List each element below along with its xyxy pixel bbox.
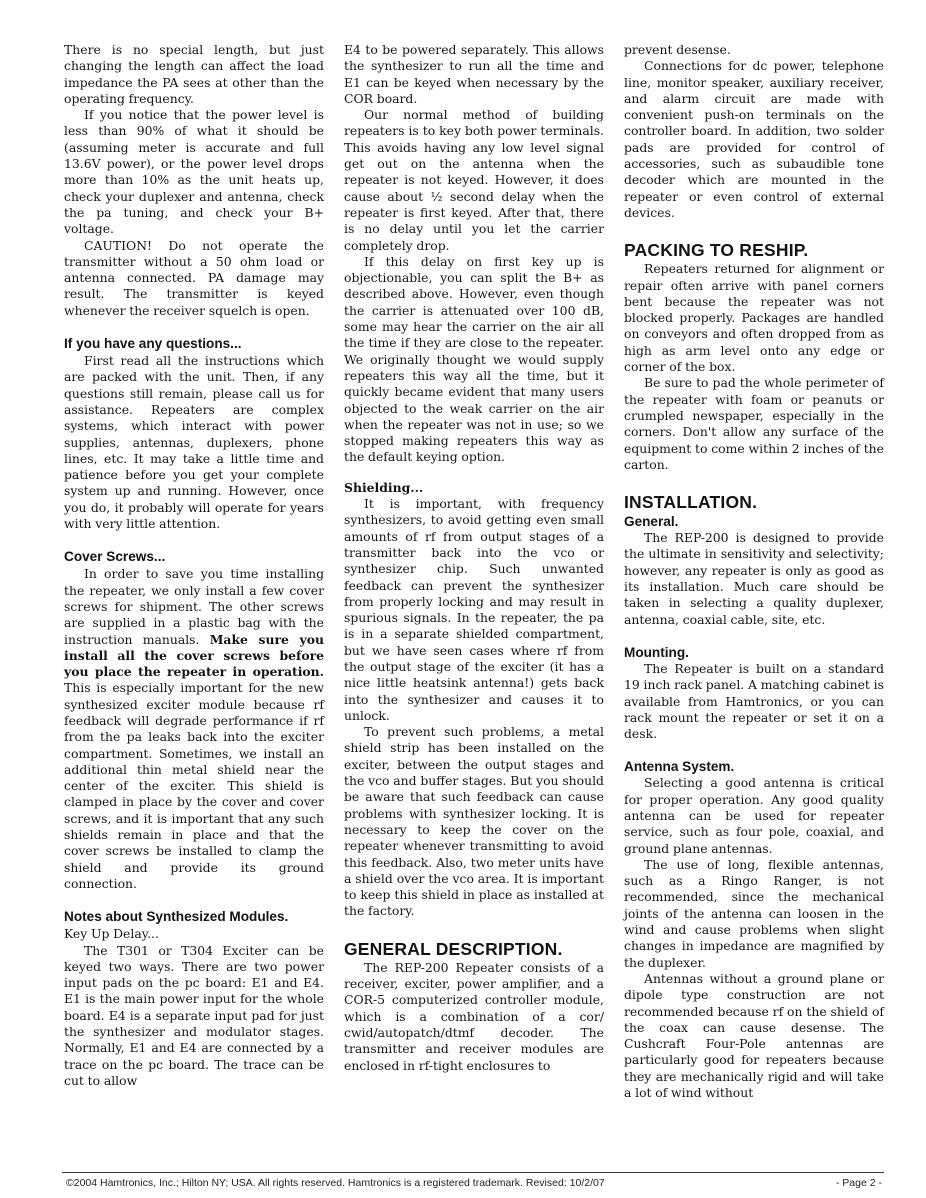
text-column-2 (344, 42, 604, 1074)
section-heading: Cover Screws... (64, 549, 166, 565)
paragraph: Key Up Delay... (64, 926, 159, 942)
paragraph: Repeaters returned for alignment or repair often arrive with panel corners bent because the repeater was not blocked properly. Packages are handled on conveyors and often dropped from as high as arm level onto any edge or corner of the box. (624, 261, 884, 375)
paragraph: The REP-200 Repeater consists of a receiver, exciter, power amplifier, and a COR-5 computerized controller module, which is a combination of a cor/ cwid/autopatch/dtmf decoder. The transmitter and receiver modules are enclosed in rf-tight enclosures to (344, 959, 604, 1073)
paragraph: If you notice that the power level is less than 90% of what it should be (assuming meter is accurate and full 13.6V power), or the power level drops more than 10% as the unit heats up, check your duplexer and antenna, check the pa tuning, and check your B+ voltage. (64, 107, 324, 237)
paragraph: Be sure to pad the whole perimeter of the repeater with foam or peanuts or crumpled newspaper, especially in the corners. Don't allow any surface of the equipment to come within 2 inches of the carton. (624, 375, 884, 472)
section-heading: Notes about Synthesized Modules. (64, 909, 289, 925)
paragraph: If this delay on first key up is objectionable, you can split the B+ as described above. However, even though the carrier is attenuated over 100 dB, some may hear the carrier on the air all the time if they are close to the repeater. We originally thought we would supply repeaters this way all the time, but it quickly became evident that many users objected to the weak carrier on the air when the repeater was not in use; so we stopped making repeaters this way as the default keying option. (344, 253, 604, 465)
paragraph: The REP-200 is designed to provide the ultimate in sensitivity and selectivity; however, any repeater is only as good as its installation. Much care should be taken in selecting a quality duplexer, antenna, coaxial cable, site, etc. (624, 530, 884, 627)
section-heading: General. (624, 514, 679, 530)
paragraph: The use of long, flexible antennas, such as a Ringo Ranger, is not recommended, since the mechanical joints of the antenna can loosen in the wind and cause problems when slight changes in impedance are magnified by the duplexer. (624, 856, 884, 970)
section-heading: If you have any questions... (64, 336, 242, 352)
section-heading: Mounting. (624, 644, 689, 660)
paragraph: It is important, with frequency synthesizers, to avoid getting even small amounts of rf from output stages of a transmitter back into the vco or synthesizer chip. Such unwanted feedback can prevent the synthesizer from properly locking and may result in spurious signals. In the repeater, the pa is in a separate shielded compartment, but we have seen cases where rf from the output stage of the exciter (it has a nice little heatsink antenna!) gets back into the synthesizer and causes it to unlock. (344, 496, 604, 723)
paragraph: In order to save you time installing the repeater, we only install a few cover screws for shipment. The other screws are supplied in a plastic bag with the instruction manuals. Make sure you install all the cover screws before you place the repeater in operation. This is especially important for the new synthesized exciter module because rf feedback will degrade performance if rf from the pa leaks back into the exciter compartment. Sometimes, we install an additional thin metal shield near the center of the exciter. This shield is clamped in place by the cover and cover screws, and it is important that any such shields remain in place and that the cover screws be installed to clamp the shield and provide its ground connection. (64, 566, 325, 891)
section-heading: GENERAL DESCRIPTION. (344, 938, 563, 959)
section-heading: INSTALLATION. (624, 492, 758, 513)
paragraph: The T301 or T304 Exciter can be keyed two ways. There are two power input pads on the pc board: E1 and E4. E1 is the main power input for the whole board. E4 is a separate input pad for just the synthesizer and modulator stages. Normally, E1 and E4 are connected by a trace on the pc board. The trace can be cut to allow (64, 942, 324, 1088)
paragraph: First read all the instructions which are packed with the unit. Then, if any questions still remain, please call us for assistance. Repeaters are complex systems, which interact with power supplies, antennas, duplexers, phone lines, etc. It may take a little time and patience before you get your complete system up and running. However, once you do, it probably will operate for years with very little attention. (64, 353, 324, 532)
paragraph: prevent desense. (624, 42, 731, 57)
copyright-notice: ©2004 Hamtronics, Inc.; Hilton NY; USA. All rights reserved. Hamtronics is a registered trademark. Revised: 10/2/07 (66, 1177, 605, 1189)
paragraph: Connections for dc power, telephone line, monitor speaker, auxiliary receiver, and alarm circuit are made with convenient push-on terminals on the controller board. In addition, two solder pads are provided for control of accessories, such as subaudible tone decoder which are mounted in the repeater or even control of external devices. (624, 58, 884, 220)
section-heading: Antenna System. (624, 759, 735, 775)
paragraph: Our normal method of building repeaters is to key both power terminals. This avoids having any low level signal get out on the antenna when the repeater is not keyed. However, it does cause about ½ second delay when the repeater is first keyed. After that, there is no delay until you let the carrier completely drop. (344, 107, 604, 253)
paragraph: Antennas without a ground plane or dipole type construction are not recommended because rf on the shield of the coax can cause desense. The Cushcraft Four-Pole antennas are particularly good for repeaters because they are mechanically rigid and will take a lot of wind without (624, 970, 884, 1101)
paragraph: To prevent such problems, a metal shield strip has been installed on the exciter, between the output stages and the vco and buffer stages. But you should be aware that such feedback can cause problems with synthesizer locking. It is necessary to keep the cover on the repeater whenever transmitting to avoid this feedback. Also, two meter units have a shield over the vco area. It is important to keep this shield in place as installed at the factory. (344, 724, 604, 919)
footer-divider (62, 1172, 884, 1173)
paragraph: E4 to be powered separately. This allows the synthesizer to run all the time and E1 can be keyed when necessary by the COR board. (344, 42, 604, 106)
paragraph: CAUTION! Do not operate the transmitter without a 50 ohm load or antenna connected. PA damage may result. The transmitter is keyed whenever the receiver squelch is open. (64, 237, 324, 318)
paragraph: There is no special length, but just changing the length can affect the load impedance the PA sees at other than the operating frequency. (64, 42, 324, 106)
section-heading: PACKING TO RESHIP. (624, 240, 809, 261)
paragraph: The Repeater is built on a standard 19 inch rack panel. A matching cabinet is available from Hamtronics, or you can rack mount the repeater or set it on a desk. (624, 660, 884, 742)
text-column-1 (64, 42, 324, 1089)
paragraph: Shielding... (344, 479, 424, 495)
page-number: - Page 2 - (835, 1177, 882, 1189)
text-column-3 (624, 42, 884, 1101)
paragraph: Selecting a good antenna is critical for proper operation. Any good quality antenna can be used for repeater service, such as four pole, coaxial, and ground plane antennas. (624, 775, 884, 856)
